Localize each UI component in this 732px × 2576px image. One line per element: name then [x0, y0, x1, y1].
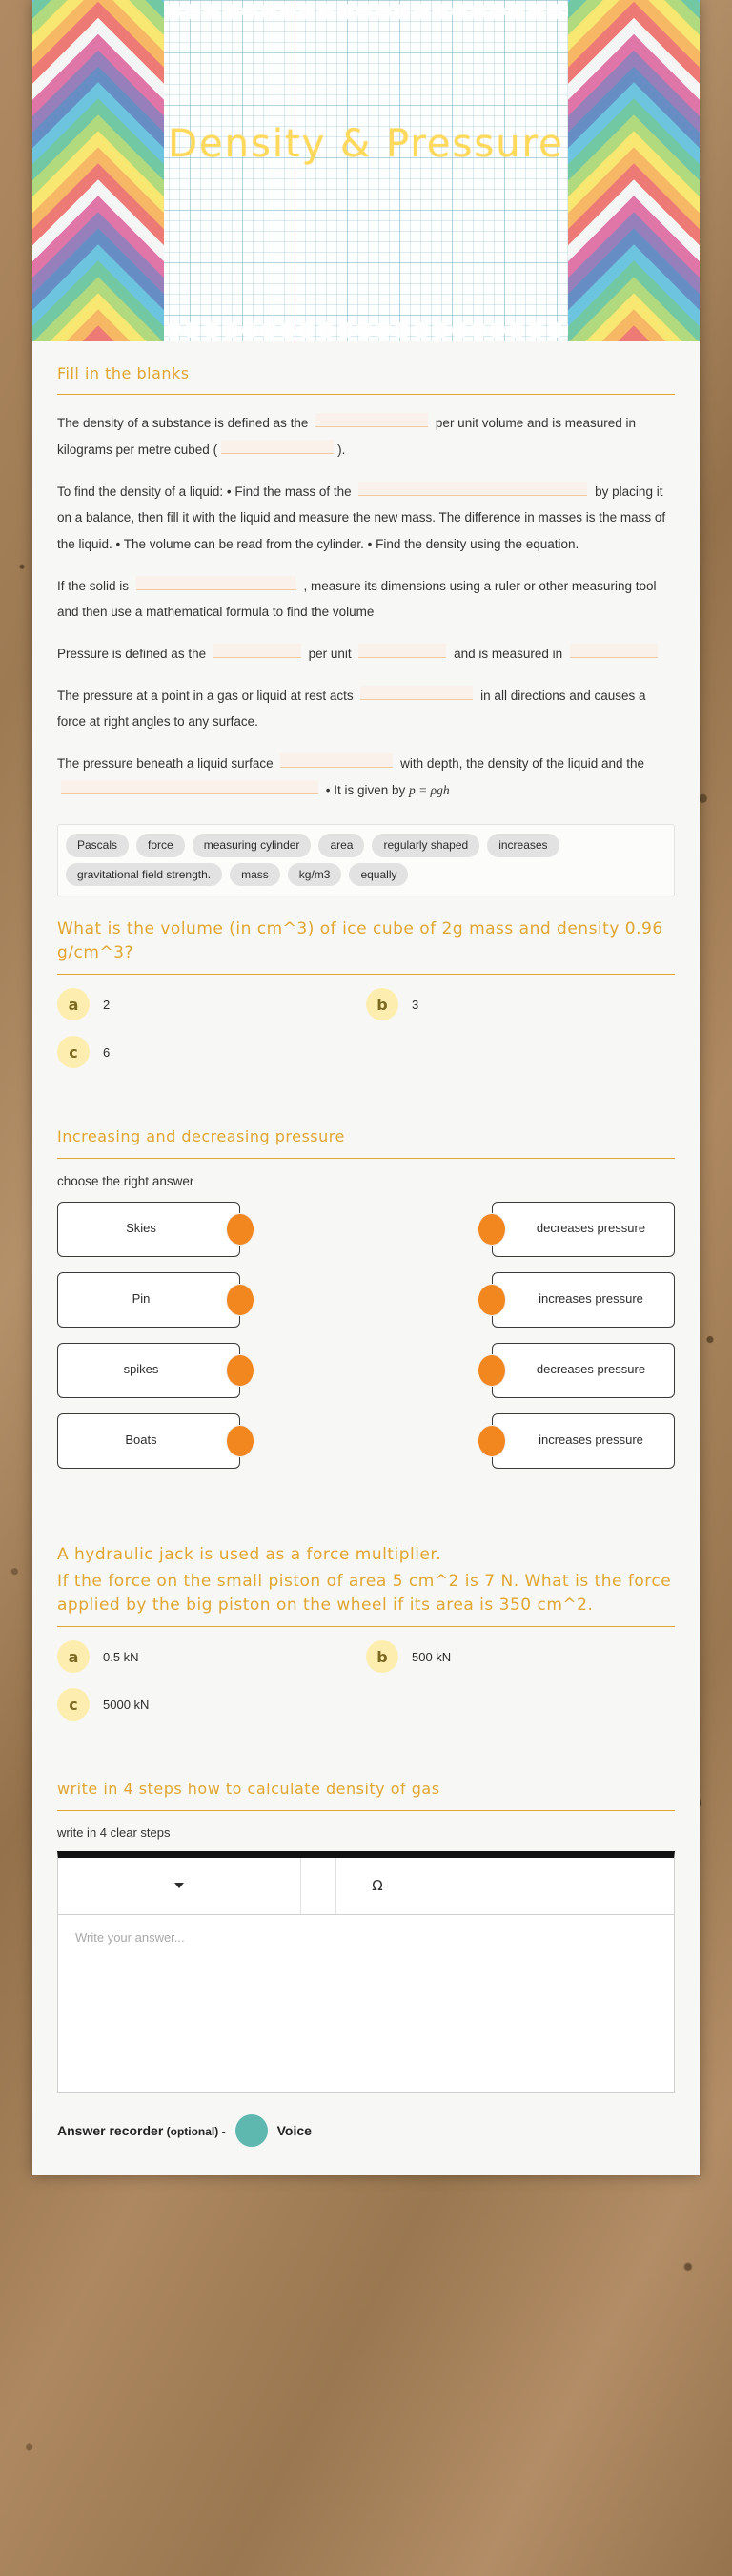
matching-row	[57, 1272, 675, 1328]
mc-option[interactable]	[57, 988, 366, 1020]
word-bank-chip[interactable]: equally	[349, 863, 408, 886]
paragraph-text: in all directions and causes a force at right angles to any surface.	[57, 688, 646, 730]
mc-option[interactable]	[57, 1688, 366, 1721]
rich-text-editor	[57, 1851, 675, 2093]
matching-connector-dot[interactable]	[226, 1213, 254, 1246]
word-bank-chip[interactable]: regularly shaped	[372, 834, 479, 856]
mc-option-label: 0.5 kN	[103, 1649, 139, 1664]
word-bank-chip[interactable]: increases	[487, 834, 559, 856]
mc-option-key: b	[366, 1640, 398, 1673]
mc-option-key: c	[57, 1036, 90, 1068]
question-volume-prompt: What is the volume (in cm^3) of ice cube of 2g mass and density 0.96 g/cm^3?	[57, 919, 663, 962]
fill-in-blanks-paragraph	[57, 751, 675, 803]
question-hydraulic-options	[57, 1640, 675, 1736]
chevron-pattern-right	[568, 0, 700, 341]
toolbar-empty-area	[418, 1858, 674, 1914]
matching-right-label: increases pressure	[539, 1291, 643, 1307]
mc-option-key: b	[366, 988, 398, 1020]
mc-option-label: 5000 kN	[103, 1697, 150, 1712]
free-response-section	[32, 1757, 700, 1810]
mc-option-key: a	[57, 1640, 90, 1673]
matching-left-card[interactable]	[57, 1202, 240, 1257]
matching-left-card[interactable]	[57, 1272, 240, 1328]
page-title: Density & Pressure	[168, 122, 564, 166]
paragraph-text: The pressure at a point in a gas or liquid at rest acts	[57, 688, 357, 703]
question-volume-divider	[57, 974, 675, 975]
matching-row	[57, 1413, 675, 1469]
mc-option[interactable]	[366, 1640, 675, 1673]
paragraph-text: Pressure is defined as the	[57, 646, 210, 661]
fill-in-blanks-paragraph	[57, 573, 675, 626]
mc-option-label: 2	[103, 997, 111, 1012]
fill-in-blanks-section	[32, 341, 700, 395]
paragraph-text: To find the density of a liquid: • Find the mass of the	[57, 484, 356, 499]
mc-option[interactable]	[57, 1036, 366, 1068]
matching-right-card[interactable]	[492, 1272, 675, 1328]
paragraph-text: The density of a substance is defined as the	[57, 416, 313, 431]
font-family-dropdown[interactable]	[58, 1858, 301, 1914]
matching-heading: Increasing and decreasing pressure	[57, 1127, 345, 1146]
blank-input[interactable]	[136, 576, 296, 590]
blank-input[interactable]	[61, 780, 318, 794]
matching-left-card[interactable]	[57, 1413, 240, 1469]
editor-toolbar	[58, 1858, 674, 1915]
mc-option-key: c	[57, 1688, 90, 1721]
fill-in-blanks-paragraph	[57, 479, 675, 558]
matching-connector-dot[interactable]	[226, 1425, 254, 1457]
toolbar-spacer-cell	[301, 1858, 336, 1914]
matching-row	[57, 1343, 675, 1398]
matching-right-card[interactable]	[492, 1413, 675, 1469]
paragraph-text: and is measured in	[450, 646, 566, 661]
blank-input[interactable]	[358, 644, 446, 658]
question-hydraulic-prompt-line2: If the force on the small piston of area 5 cm^2 is 7 N. What is the force applied by the big piston on the wheel if its area is 350 cm^2.	[57, 1572, 672, 1615]
mc-option-key: a	[57, 988, 90, 1020]
question-volume-section	[32, 896, 700, 1087]
matching-instruction: choose the right answer	[57, 1173, 194, 1188]
scallop-border-top	[164, 4, 568, 19]
matching-divider	[57, 1158, 675, 1159]
chevron-down-icon	[174, 1883, 184, 1888]
fill-in-blanks-heading: Fill in the blanks	[57, 364, 190, 382]
paragraph-text: per unit volume and is measured in kilograms per metre cubed (	[57, 416, 637, 457]
word-bank-chip[interactable]: mass	[230, 863, 280, 886]
mc-option[interactable]	[366, 988, 675, 1020]
free-response-divider	[57, 1810, 675, 1811]
answer-recorder	[32, 2093, 700, 2175]
mc-option[interactable]	[57, 1640, 366, 1673]
matching-connector-dot[interactable]	[478, 1213, 506, 1246]
fill-in-blanks-paragraph	[57, 410, 675, 463]
blank-input[interactable]	[358, 482, 587, 496]
word-bank	[57, 824, 675, 896]
matching-connector-dot[interactable]	[478, 1354, 506, 1387]
paragraph-text: per unit	[304, 646, 356, 661]
matching-pairs	[32, 1188, 700, 1494]
free-response-heading: write in 4 steps how to calculate density of gas	[57, 1780, 440, 1799]
paragraph-text: , measure its dimensions using a ruler or other measuring tool and then use a mathematical formula to find the volume	[57, 578, 657, 620]
answer-recorder-title: Answer recorder	[57, 2122, 164, 2138]
blank-input[interactable]	[315, 413, 428, 427]
matching-connector-dot[interactable]	[478, 1425, 506, 1457]
question-volume-options	[57, 988, 675, 1083]
voice-label: Voice	[276, 2122, 312, 2138]
matching-row	[57, 1202, 675, 1257]
mc-option-label: 3	[412, 997, 419, 1012]
mc-option-label: 500 kN	[412, 1649, 452, 1664]
word-bank-chip[interactable]: Pascals	[66, 834, 129, 856]
question-hydraulic-section	[32, 1522, 700, 1741]
paragraph-text: If the solid is	[57, 578, 132, 593]
question-hydraulic-divider	[57, 1626, 675, 1627]
blank-input[interactable]	[280, 753, 393, 768]
matching-left-label: Skies	[126, 1221, 156, 1236]
answer-textarea[interactable]: Write your answer...	[75, 1929, 185, 1945]
blank-input[interactable]	[360, 686, 473, 700]
free-response-instruction: write in 4 clear steps	[57, 1824, 171, 1840]
fill-in-blanks-body	[32, 410, 700, 803]
scallop-border-bottom	[164, 322, 568, 338]
word-bank-chip[interactable]: kg/m3	[288, 863, 342, 886]
mc-option-label: 6	[103, 1044, 111, 1060]
paragraph-text: The pressure beneath a liquid surface	[57, 755, 277, 771]
answer-recorder-optional: (optional) -	[163, 2124, 226, 2138]
matching-right-label: decreases pressure	[536, 1362, 646, 1377]
matching-left-label: Boats	[125, 1432, 157, 1448]
chevron-pattern-left	[32, 0, 164, 341]
matching-connector-dot[interactable]	[478, 1284, 506, 1316]
question-hydraulic-prompt-line1: A hydraulic jack is used as a force multiplier.	[57, 1544, 442, 1564]
matching-right-card[interactable]	[492, 1202, 675, 1257]
matching-left-label: Pin	[132, 1291, 151, 1307]
section-divider	[57, 394, 675, 395]
word-bank-chip[interactable]: force	[136, 834, 185, 856]
word-bank-chip[interactable]: area	[318, 834, 364, 856]
paragraph-text: ).	[337, 442, 346, 457]
record-button[interactable]	[235, 2114, 268, 2147]
paragraph-text: • It is given by	[322, 782, 410, 797]
matching-right-label: decreases pressure	[536, 1221, 646, 1236]
fill-in-blanks-paragraph	[57, 683, 675, 735]
special-character-button[interactable]: Ω	[372, 1877, 383, 1895]
word-bank-chip[interactable]: gravitational field strength.	[66, 863, 222, 886]
matching-left-card[interactable]	[57, 1343, 240, 1398]
pressure-formula: p = ρgh	[409, 782, 450, 797]
matching-section	[32, 1104, 700, 1158]
blank-input[interactable]	[221, 440, 334, 454]
blank-input[interactable]	[570, 644, 658, 658]
paragraph-text: by placing it on a balance, then fill it with the liquid and measure the new mass. The difference in masses is the mass of the liquid. • The volume can be read from the cylinder. • Find the density using the equation.	[57, 484, 666, 551]
matching-left-label: spikes	[123, 1362, 159, 1377]
paragraph-text: with depth, the density of the liquid and the	[396, 755, 645, 771]
matching-right-card[interactable]	[492, 1343, 675, 1398]
matching-right-label: increases pressure	[539, 1432, 643, 1448]
blank-input[interactable]	[214, 644, 301, 658]
worksheet-sheet	[32, 0, 700, 2175]
word-bank-chip[interactable]: measuring cylinder	[193, 834, 312, 856]
matching-connector-dot[interactable]	[226, 1354, 254, 1387]
matching-connector-dot[interactable]	[226, 1284, 254, 1316]
answer-recorder-label	[57, 2123, 226, 2138]
fill-in-blanks-paragraph	[57, 641, 675, 668]
worksheet-header	[32, 0, 700, 341]
